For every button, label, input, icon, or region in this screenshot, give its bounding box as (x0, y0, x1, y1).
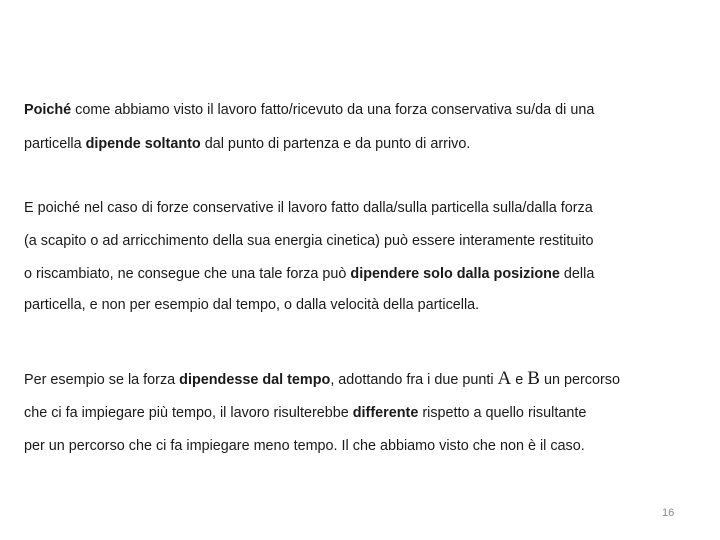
paragraph-2-line-1: E poiché nel caso di forze conservative il lavoro fatto dalla/sulla particella sulla/dalla forza (24, 200, 593, 216)
text: un percorso (539, 372, 620, 388)
text: o riscambiato, ne consegue che una tale forza può (24, 266, 351, 282)
bold-text: differente (352, 405, 419, 421)
paragraph-3-line-2 (24, 403, 586, 423)
point-b-label: B (527, 368, 540, 389)
text: che ci fa impiegare più tempo, il lavoro risulterebbe (24, 405, 353, 421)
paragraph-3-line-1 (24, 369, 620, 390)
text: della (559, 266, 595, 282)
text: particella (24, 136, 86, 152)
paragraph-2-line-4: particella, e non per esempio dal tempo, o dalla velocità della particella. (24, 297, 480, 313)
text: rispetto a quello risultante (418, 405, 587, 421)
bold-text: dipendere solo dalla posizione (350, 266, 560, 282)
paragraph-2-line-3 (24, 264, 594, 284)
text: dal punto di partenza e da punto di arrivo. (200, 136, 471, 152)
paragraph-1-line-2 (24, 134, 470, 154)
paragraph-3-line-3: per un percorso che ci fa impiegare meno tempo. Il che abbiamo visto che non è il caso. (24, 438, 585, 454)
bold-text: dipendesse dal tempo (179, 372, 331, 388)
bold-text: Poiché (24, 102, 72, 118)
page-number: 16 (662, 507, 675, 519)
paragraph-1-line-1 (24, 100, 594, 120)
bold-text: dipende soltanto (85, 136, 201, 152)
text: e (511, 372, 528, 388)
text: , adottando fra i due punti (330, 372, 498, 388)
paragraph-2-line-2: (a scapito o ad arricchimento della sua energia cinetica) può essere interamente restituito (24, 233, 594, 249)
point-a-label: A (497, 368, 512, 389)
text: Per esempio se la forza (24, 372, 180, 388)
text: come abbiamo visto il lavoro fatto/ricevuto da una forza conservativa su/da di una (71, 102, 595, 118)
